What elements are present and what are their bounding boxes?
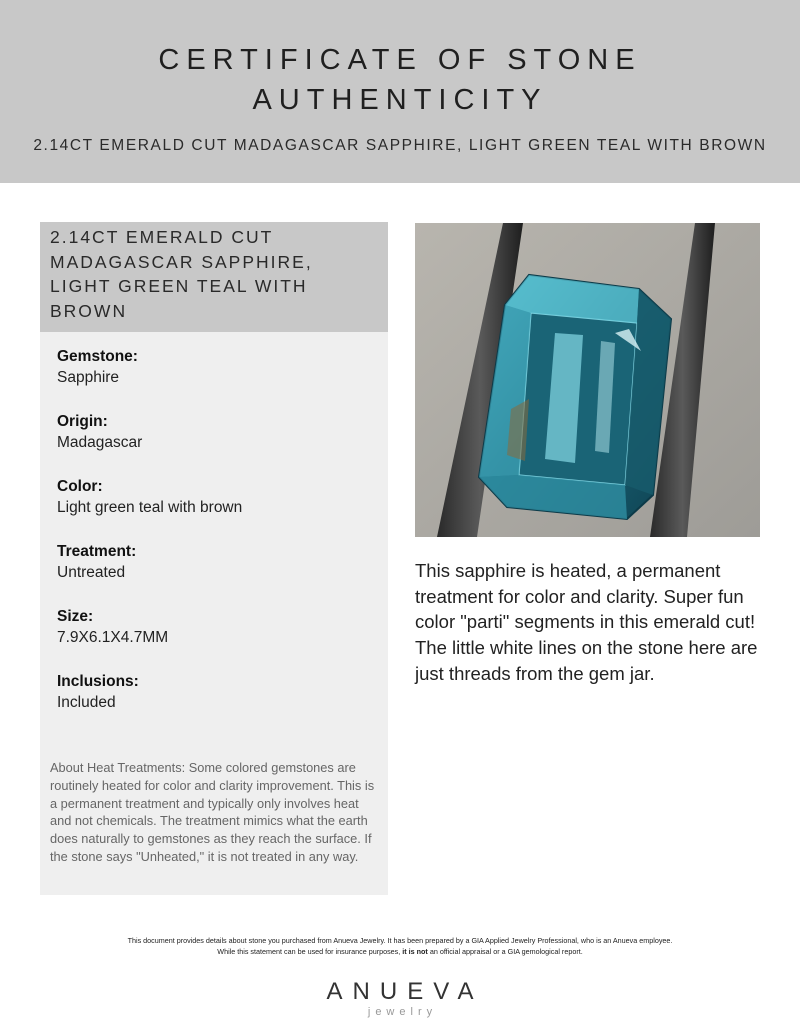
spec-label: Color: <box>57 478 103 495</box>
stone-subtitle: 2.14CT EMERALD CUT MADAGASCAR SAPPHIRE, LIGHT GREEN TEAL WITH BROWN <box>33 137 767 154</box>
spec-value: Light green teal with brown <box>57 499 243 516</box>
certificate-disclaimer <box>40 936 760 957</box>
spec-label: Gemstone: <box>57 348 138 365</box>
spec-panel-header <box>40 222 388 332</box>
heat-treatment-note: About Heat Treatments: Some colored gemstones are routinely heated for color and clarity improvement. This is a permanent treatment and typically only involves heat and not chemicals. The treatment mimics what the earth does naturally to gemstones as they reach the surface. If the stone says "Unheated," it is not treated in any way. <box>50 760 375 864</box>
spec-size <box>57 606 377 671</box>
spec-value: Untreated <box>57 564 126 581</box>
spec-list <box>57 346 377 736</box>
disclaimer-line-2-end: an official appraisal or a GIA gemological report. <box>427 946 583 956</box>
disclaimer-line-2-start: While this statement can be used for insurance purposes, <box>217 946 403 956</box>
spec-label: Inclusions: <box>57 673 139 690</box>
spec-origin <box>57 411 377 476</box>
spec-label: Treatment: <box>57 543 137 560</box>
spec-color <box>57 476 377 541</box>
spec-value: Sapphire <box>57 369 120 386</box>
gemstone-illustration <box>415 223 760 537</box>
spec-value: 7.9X6.1X4.7MM <box>57 629 169 646</box>
spec-label: Size: <box>57 608 94 625</box>
spec-panel-heading: 2.14CT EMERALD CUT MADAGASCAR SAPPHIRE, LIGHT GREEN TEAL WITH BROWN <box>50 227 313 321</box>
title-line-2: AUTHENTICITY <box>252 84 548 116</box>
spec-label: Origin: <box>57 413 108 430</box>
spec-value: Included <box>57 694 116 711</box>
spec-inclusions <box>57 671 377 736</box>
certificate-title <box>0 40 800 120</box>
stone-description: This sapphire is heated, a permanent treatment for color and clarity. Super fun color "parti" segments in this emerald cut! The little white lines on the stone here are just threads from the gem jar. <box>415 560 758 684</box>
certificate-header <box>0 0 800 183</box>
spec-gemstone <box>57 346 377 411</box>
logo-tagline: jewelry <box>367 1006 438 1018</box>
gemstone-photo <box>415 223 760 537</box>
disclaimer-emphasis: it is not <box>402 946 428 956</box>
spec-treatment <box>57 541 377 606</box>
stone-spec-panel <box>40 222 388 895</box>
title-line-1: CERTIFICATE OF STONE <box>158 44 642 76</box>
anueva-logo <box>300 978 500 1018</box>
spec-value: Madagascar <box>57 434 143 451</box>
logo-wordmark: ANUEVA <box>326 978 484 1005</box>
disclaimer-line-2 <box>40 947 760 958</box>
disclaimer-line-1: This document provides details about stone you purchased from Anueva Jewelry. It has been prepared by a GIA Applied Jewelry Professional, who is an Anueva employee. <box>127 936 673 945</box>
